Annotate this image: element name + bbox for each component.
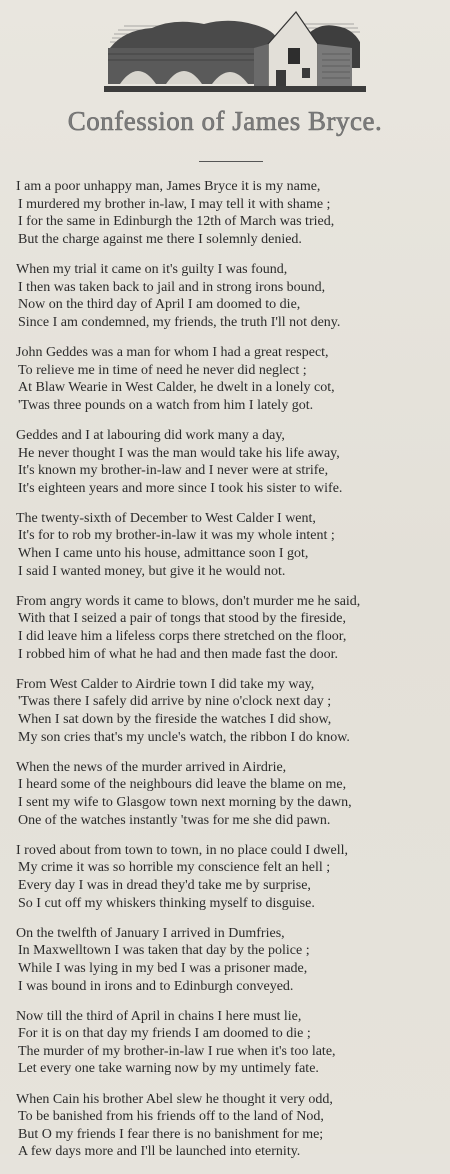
verse-line: It's for to rob my brother-in-law it was my whole intent ; <box>18 528 335 544</box>
verse-line: When Cain his brother Abel slew he thought it very odd, <box>16 1091 333 1107</box>
broadside-title: Confession of James Bryce. <box>67 106 383 136</box>
verse-line: I am a poor unhappy man, James Bryce it is my name, <box>16 179 321 194</box>
verse-line: I then was taken back to jail and in strong irons bound, <box>18 279 326 295</box>
verse-line: The murder of my brother-in-law I rue when it's too late, <box>18 1043 336 1059</box>
verse-line: John Geddes was a man for whom I had a great respect, <box>16 344 329 360</box>
stanza <box>16 1091 446 1161</box>
stanza <box>16 344 446 414</box>
stanza <box>16 759 446 829</box>
verse-line: From West Calder to Airdrie town I did take my way, <box>16 676 315 692</box>
verse-line: In Maxwelltown I was taken that day by the police ; <box>18 943 310 959</box>
stanza <box>16 842 446 912</box>
verse-line: When I came unto his house, admittance soon I got, <box>18 546 309 562</box>
verse-line: From angry words it came to blows, don't murder me he said, <box>16 593 361 609</box>
verse-line: He never thought I was the man would take his life away, <box>18 445 340 461</box>
verse-line: I murdered my brother in-law, I may tell it with shame ; <box>18 196 331 212</box>
verse-line: At Blaw Wearie in West Calder, he dwelt in a lonely cot, <box>18 380 335 396</box>
verse-line: When I sat down by the fireside the watches I did show, <box>18 712 332 727</box>
verse-line: Let every one take warning now by my untimely fate. <box>18 1061 319 1077</box>
verse-body <box>16 178 446 1174</box>
verse-line: It's known my brother-in-law and I never were at strife, <box>18 463 329 479</box>
title-divider <box>199 161 263 162</box>
verse-line: Since I am condemned, my friends, the truth I'll not deny. <box>18 314 341 330</box>
verse-line: One of the watches instantly 'twas for me she did pawn. <box>18 812 331 828</box>
verse-line: But the charge against me there I solemnly denied. <box>18 231 302 247</box>
verse-line: Now till the third of April in chains I here must lie, <box>16 1008 302 1024</box>
verse-line: While I was lying in my bed I was a prisoner made, <box>18 960 308 976</box>
stanza <box>16 676 446 746</box>
stanza <box>16 261 446 331</box>
verse-line: When my trial it came on it's guilty I was found, <box>16 261 288 277</box>
verse-line: I said I wanted money, but give it he would not. <box>18 563 286 579</box>
woodcut-illustration <box>104 8 366 92</box>
verse-line: It's eighteen years and more since I took his sister to wife. <box>18 480 343 496</box>
verse-line: My son cries that's my uncle's watch, the ribbon I do know. <box>18 729 350 745</box>
verse-line: I did leave him a lifeless corps there stretched on the floor, <box>18 629 347 645</box>
stanza <box>16 1008 446 1078</box>
verse-line: 'Twas there I safely did arrive by nine o'clock next day ; <box>18 694 332 710</box>
verse-line: I sent my wife to Glasgow town next morning by the dawn, <box>18 794 352 810</box>
stanza <box>16 593 446 663</box>
verse-line: But O my friends I fear there is no banishment for me; <box>18 1126 324 1142</box>
verse-line: I robbed him of what he had and then made fast the door. <box>18 646 338 662</box>
verse-line: With that I seized a pair of tongs that stood by the fireside, <box>18 611 346 627</box>
stanza <box>16 925 446 995</box>
verse-line: To be banished from his friends off to the land of Nod, <box>18 1109 324 1125</box>
verse-line: When the news of the murder arrived in Airdrie, <box>16 759 287 775</box>
verse-line: Now on the third day of April I am doomed to die, <box>18 297 301 313</box>
verse-line: I was bound in irons and to Edinburgh conveyed. <box>18 978 294 994</box>
verse-line: To relieve me in time of need he never did neglect ; <box>18 362 307 378</box>
verse-line: I heard some of the neighbours did leave the blame on me, <box>18 777 347 793</box>
stanza <box>16 510 446 580</box>
verse-line: 'Twas three pounds on a watch from him I lately got. <box>18 397 314 413</box>
verse-line: My crime it was so horrible my conscience felt an hell ; <box>18 860 331 876</box>
verse-line: On the twelfth of January I arrived in Dumfries, <box>16 925 285 941</box>
verse-line: A few days more and I'll be launched into eternity. <box>18 1144 301 1160</box>
verse-line: So I cut off my whiskers thinking myself to disguise. <box>18 895 315 911</box>
verse-line: I roved about from town to town, in no place could I dwell, <box>16 842 349 858</box>
verse-line: Every day I was in dread they'd take me by surprise, <box>18 877 311 893</box>
verse-line: For it is on that day my friends I am doomed to die ; <box>18 1026 311 1042</box>
stanza <box>16 427 446 497</box>
verse-line: The twenty-sixth of December to West Calder I went, <box>16 510 316 526</box>
verse-line: I for the same in Edinburgh the 12th of March was tried, <box>18 214 335 230</box>
stanza <box>16 178 446 248</box>
verse-line: Geddes and I at labouring did work many a day, <box>16 427 285 443</box>
